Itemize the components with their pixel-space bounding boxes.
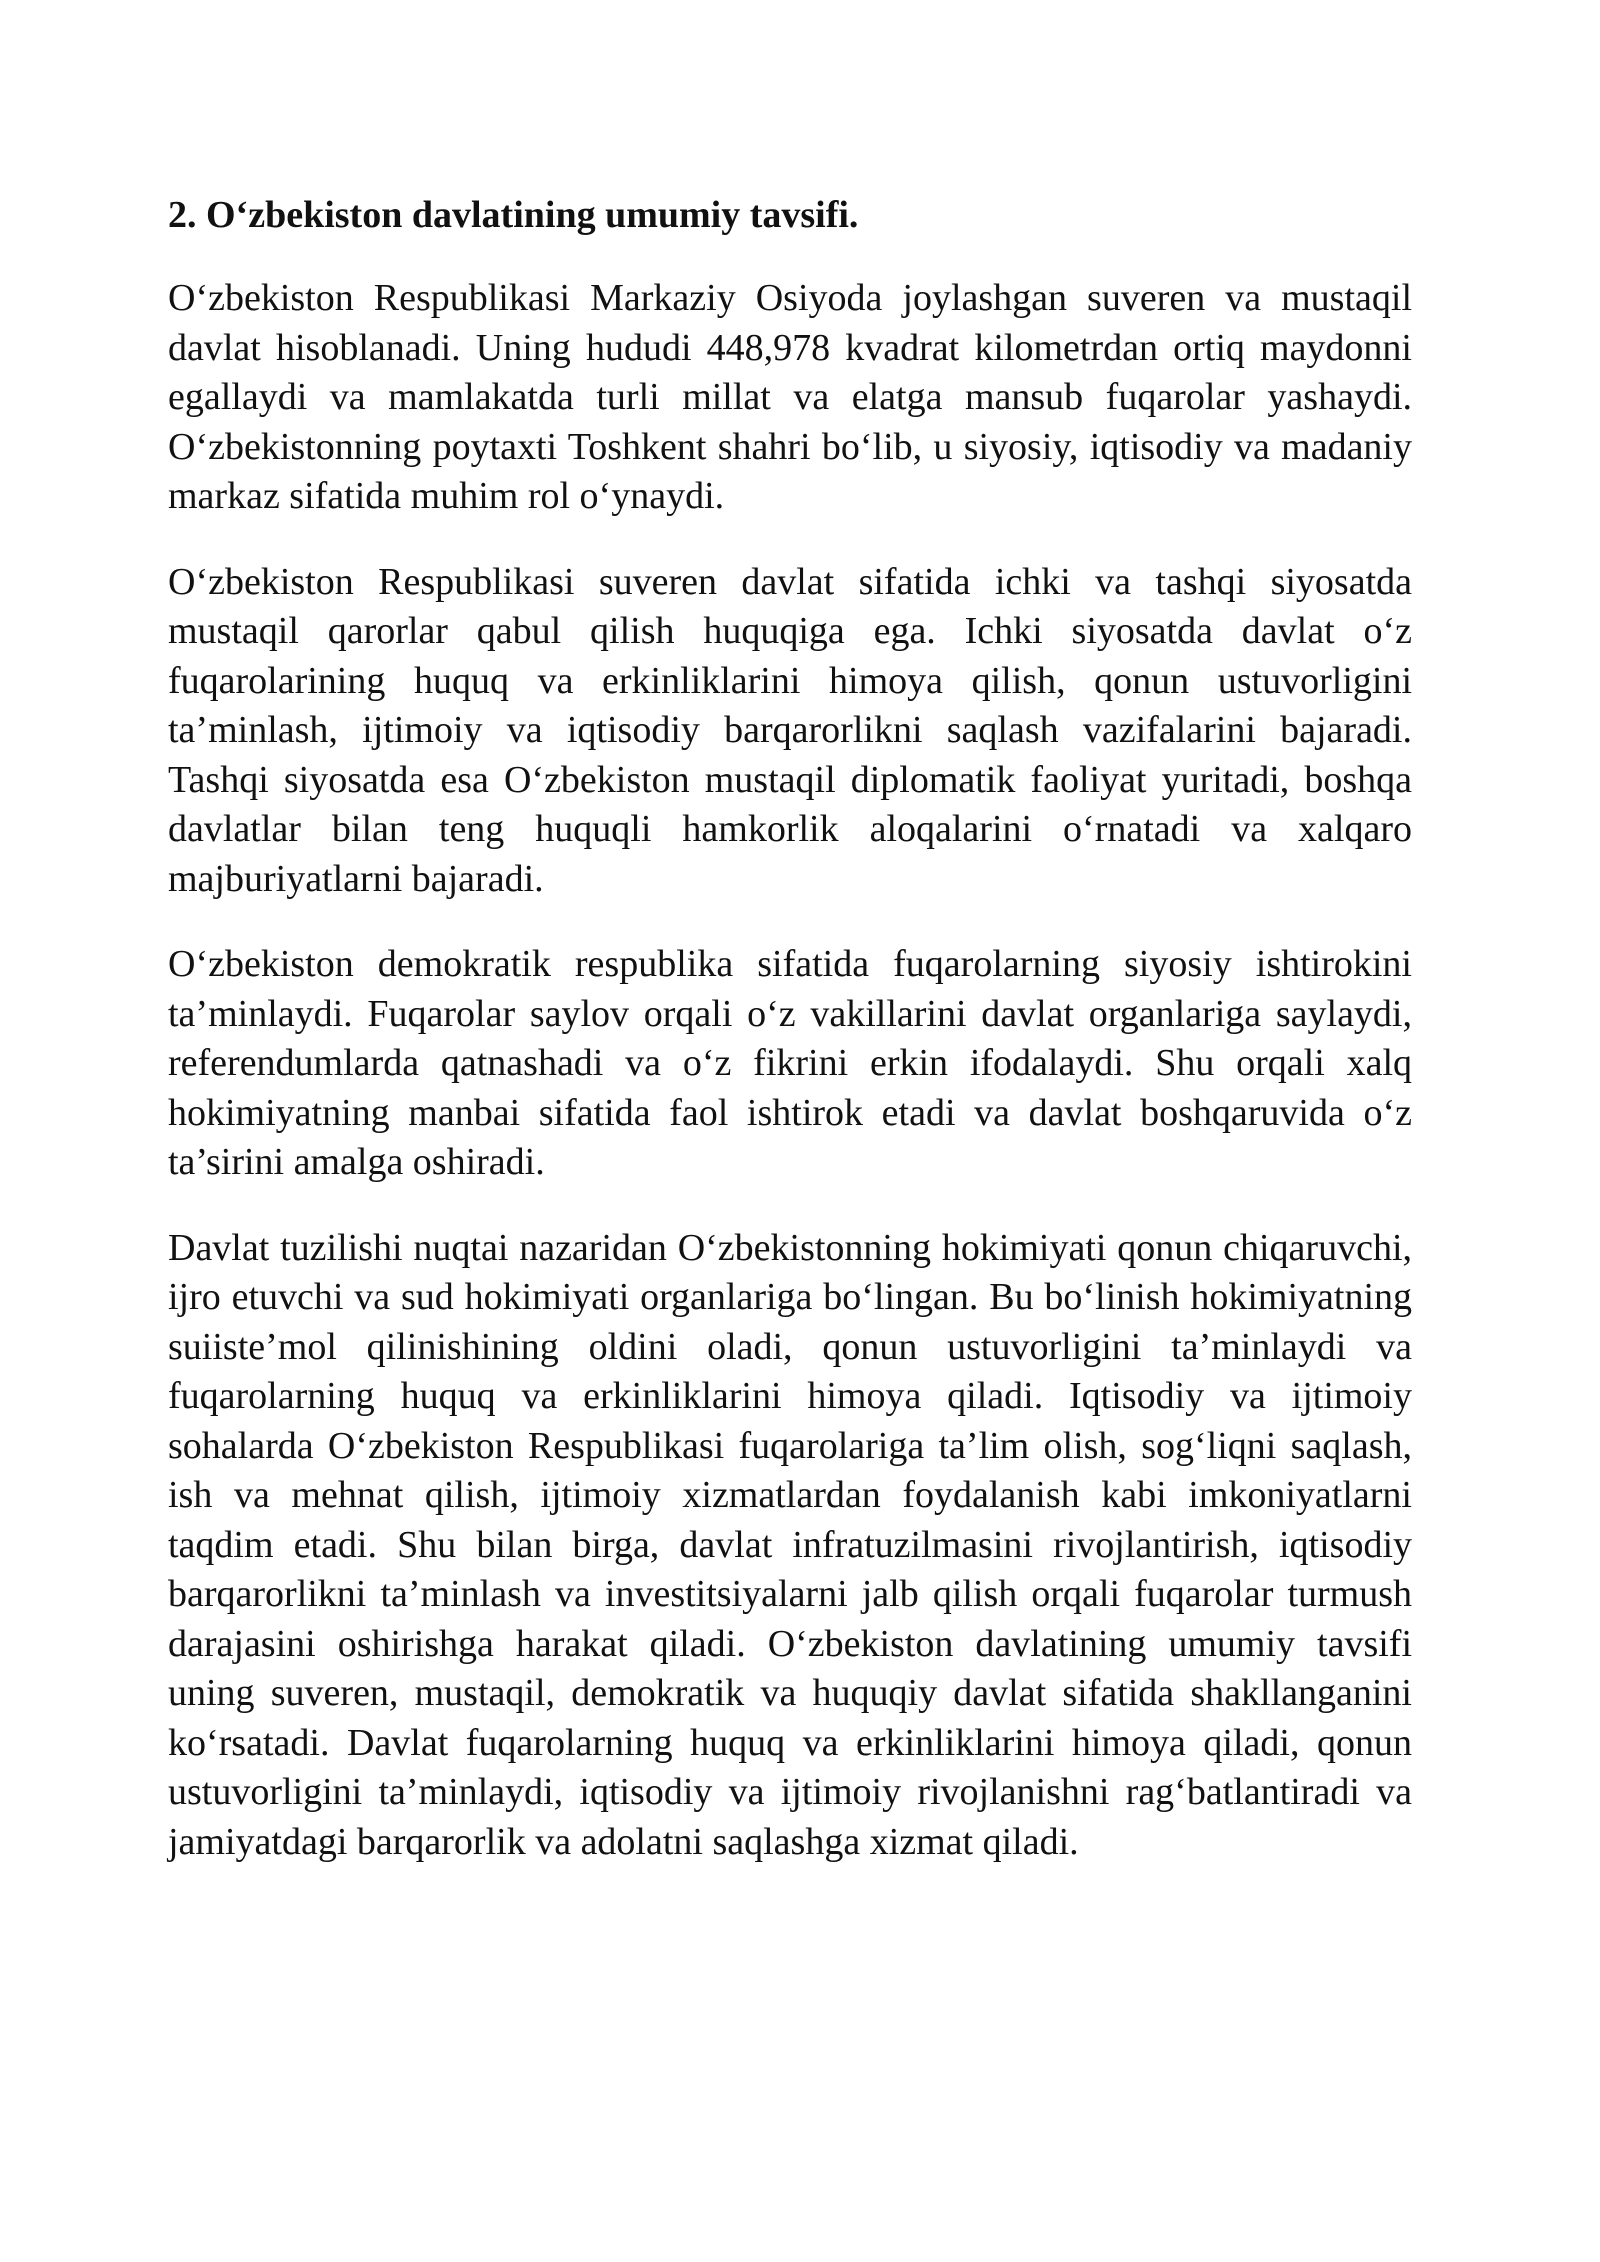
paragraph-4: Davlat tuzilishi nuqtai nazaridan O‘zbekistonning hokimiyati qonun chiqaruvchi, ijro etuvchi va sud hokimiyati organlariga bo‘lingan. Bu bo‘linish hokimiyatning suiiste’mol qilinishining oldini oladi, qonun ustuvorligini ta’minlaydi va fuqarolarning huquq va erkinliklarini himoya qiladi. Iqtisodiy va ijtimoiy sohalarda O‘zbekiston Respublikasi fuqarolariga ta’lim olish, sog‘liqni saqlash, ish va mehnat qilish, ijtimoiy xizmatlardan foydalanish kabi imkoniyatlarni taqdim etadi. Shu bilan birga, davlat infratuzilmasini rivojlantirish, iqtisodiy barqarorlikni ta’minlash va investitsiyalarni jalb qilish orqali fuqarolar turmush darajasini oshirishga harakat qiladi. O‘zbekiston davlatining umumiy tavsifi uning suveren, mustaqil, demokratik va huquqiy davlat sifatida shakllanganini ko‘rsatadi. Davlat fuqarolarning huquq va erkinliklarini himoya qiladi, qonun ustuvorligini ta’minlaydi, iqtisodiy va ijtimoiy rivojlanishni rag‘batlantiradi va jamiyatdagi barqarorlik va adolatni saqlashga xizmat qiladi. bbox=[168, 1226, 1412, 1863]
document-page bbox=[168, 190, 1412, 1903]
paragraph-2: O‘zbekiston Respublikasi suveren davlat sifatida ichki va tashqi siyosatda mustaqil qarorlar qabul qilish huquqiga ega. Ichki siyosatda davlat o‘z fuqarolarining huquq va erkinliklarini himoya qilish, qonun ustuvorligini ta’minlash, ijtimoiy va iqtisodiy barqarorlikni saqlash vazifalarini bajaradi. Tashqi siyosatda esa O‘zbekiston mustaqil diplomatik faoliyat yuritadi, boshqa davlatlar bilan teng huquqli hamkorlik aloqalarini o‘rnatadi va xalqaro majburiyatlarni bajaradi. bbox=[168, 560, 1412, 900]
section-heading: 2. O‘zbekiston davlatining umumiy tavsifi. bbox=[168, 194, 859, 236]
paragraph-1: O‘zbekiston Respublikasi Markaziy Osiyoda joylashgan suveren va mustaqil davlat hisoblanadi. Uning hududi 448,978 kvadrat kilometrdan ortiq maydonni egallaydi va mamlakatda turli millat va elatga mansub fuqarolar yashaydi. O‘zbekistonning poytaxti Toshkent shahri bo‘lib, u siyosiy, iqtisodiy va madaniy markaz sifatida muhim rol o‘ynaydi. bbox=[168, 277, 1412, 517]
paragraph-3: O‘zbekiston demokratik respublika sifatida fuqarolarning siyosiy ishtirokini ta’minlaydi. Fuqarolar saylov orqali o‘z vakillarini davlat organlariga saylaydi, referendumlarda qatnashadi va o‘z fikrini erkin ifodalaydi. Shu orqali xalq hokimiyatning manbai sifatida faol ishtirok etadi va davlat boshqaruvida o‘z ta’sirini amalga oshiradi. bbox=[168, 943, 1412, 1183]
